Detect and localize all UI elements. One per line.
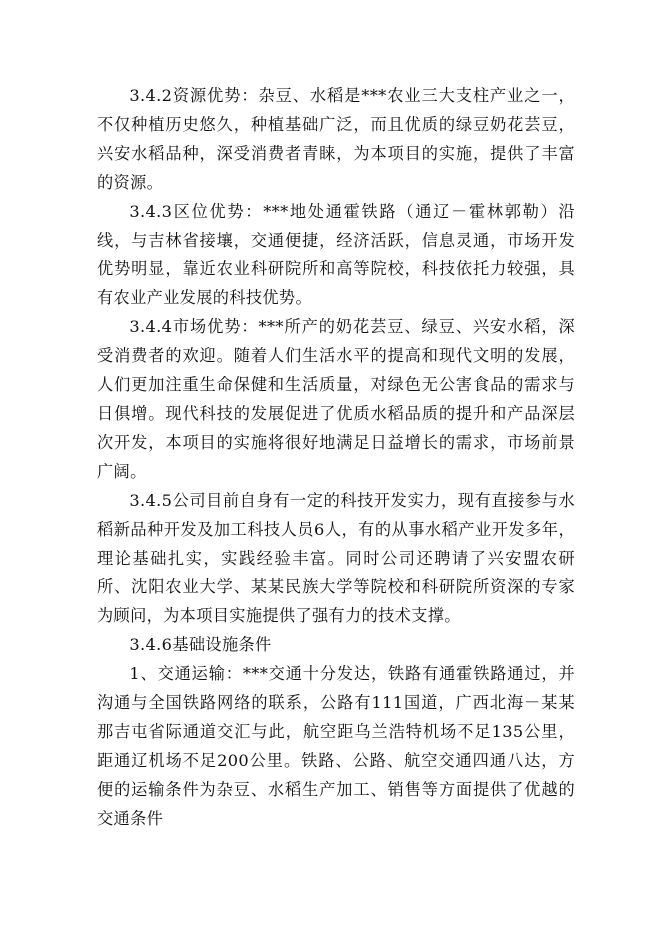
paragraph-tech-capability: 3.4.5公司目前自身有一定的科技开发实力，现有直接参与水稻新品种开发及加工科技人员6人，有的从事水稻产业开发多年，理论基础扎实，实践经验丰富。同时公司还聘请了兴安盟农研所、沈阳农业大学、某某民族大学等院校和科研院所资深的专家为顾问，为本项目实施提供了强有力的技术支撑。 — [97, 490, 575, 626]
document-body — [97, 82, 575, 834]
paragraph-market-advantage: 3.4.4市场优势：***所产的奶花芸豆、绿豆、兴安水稻，深受消费者的欢迎。随着人们生活水平的提高和现代文明的发展，人们更加注重生命保健和生活质量，对绿色无公害食品的需求与日俱增。现代科技的发展促进了优质水稻品质的提升和产品深层次开发，本项目的实施将很好地满足日益增长的需求，市场前景广阔。 — [97, 317, 575, 481]
paragraph-resource-advantage: 3.4.2资源优势：杂豆、水稻是***农业三大支柱产业之一，不仅种植历史悠久，种植基础广泛，而且优质的绿豆奶花芸豆，兴安水稻品种，深受消费者青睐，为本项目的实施，提供了丰富的资源。 — [97, 86, 575, 192]
paragraph-transportation: 1、交通运输：***交通十分发达，铁路有通霍铁路通过，并沟通与全国铁路网络的联系，公路有111国道，广西北海－某某那吉屯省际通道交汇与此，航空距乌兰浩特机场不足135公里，距通辽机场不足200公里。铁路、公路、航空交通四通八达，方便的运输条件为杂豆、水稻生产加工、销售等方面提供了优越的交通条件 — [97, 664, 575, 828]
section-heading-infrastructure: 3.4.6基础设施条件 — [129, 635, 272, 655]
paragraph-location-advantage: 3.4.3区位优势：***地处通霍铁路（通辽－霍林郭勒）沿线，与吉林省接壤，交通便捷，经济活跃，信息灵通，市场开发优势明显，靠近农业科研院所和高等院校，科技依托力较强，具有农业产业发展的科技优势。 — [97, 201, 575, 308]
